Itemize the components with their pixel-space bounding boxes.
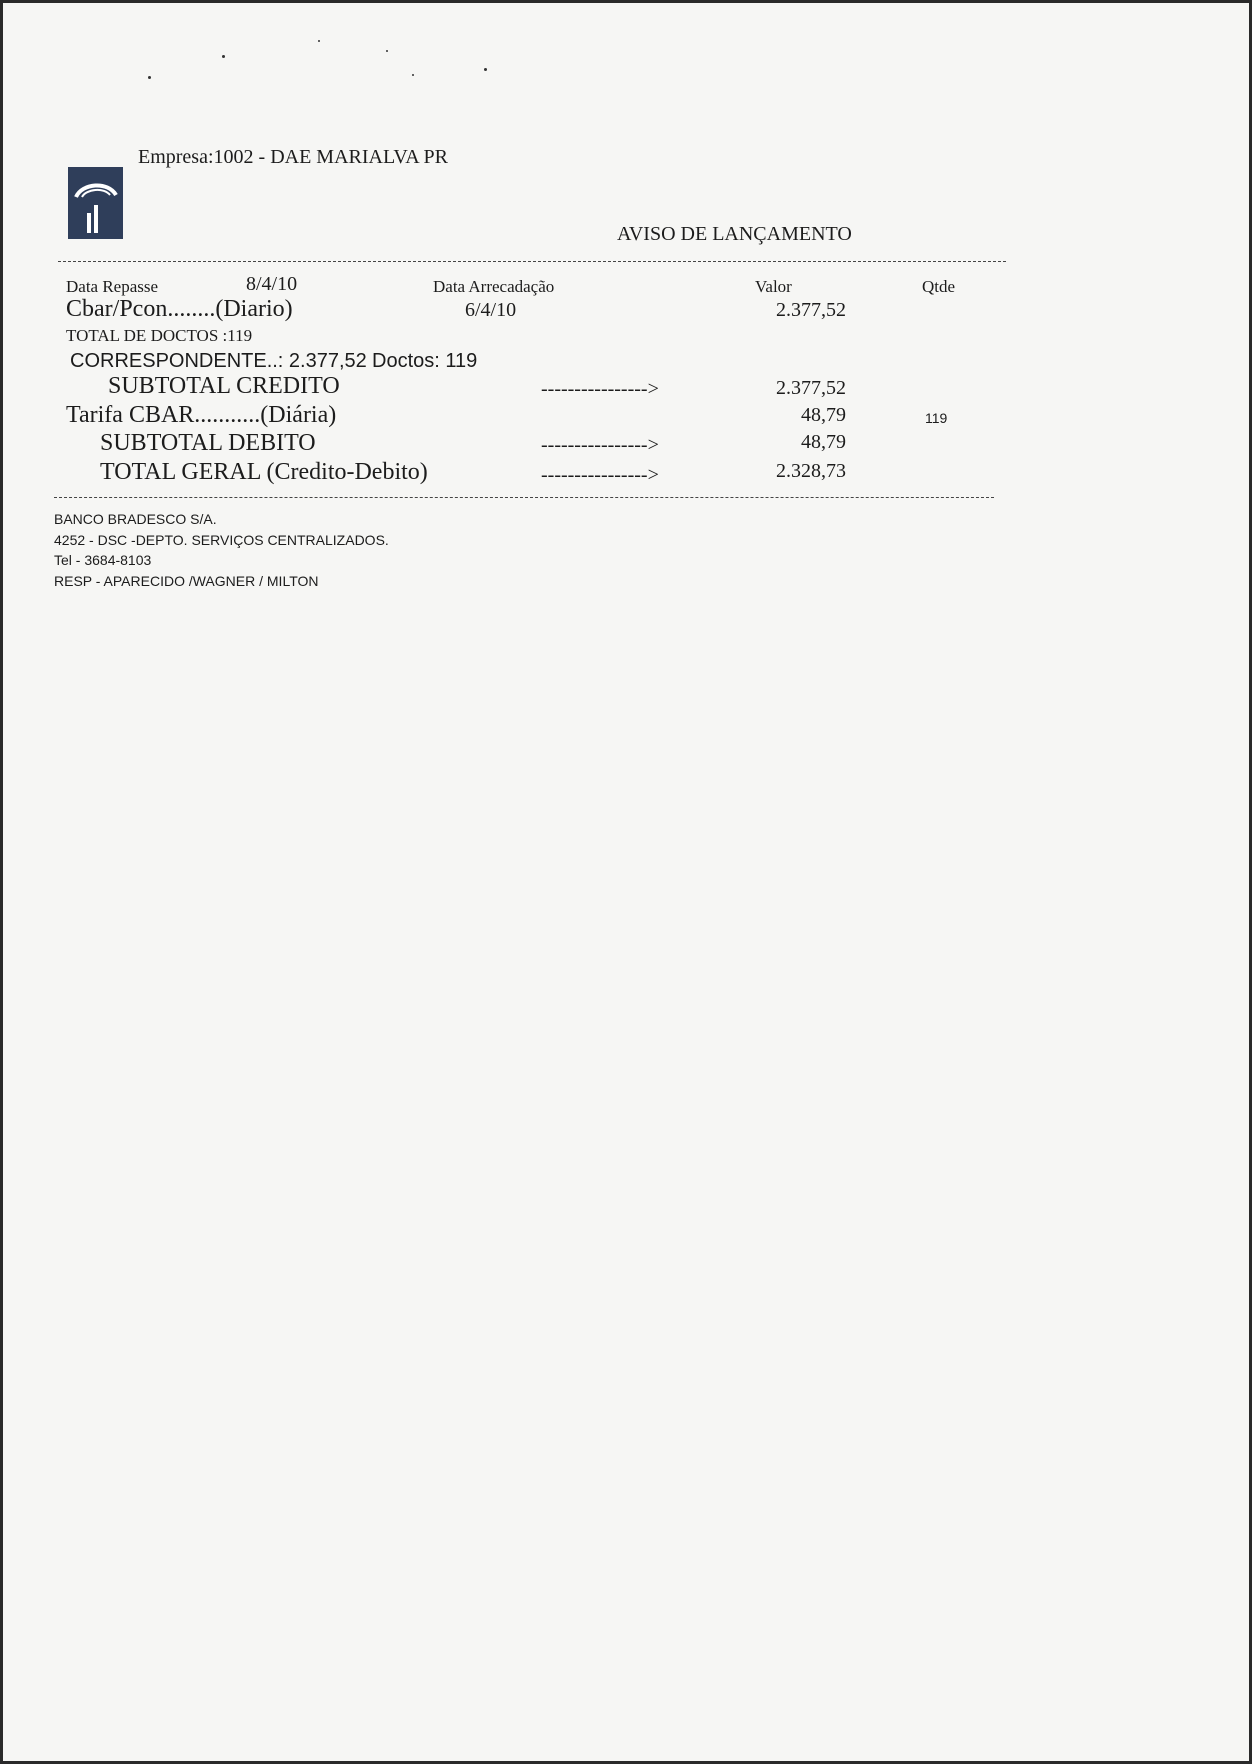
subtotal-credito-arrow: ----------------> [541,378,659,400]
footer-tel: Tel - 3684-8103 [54,552,152,568]
total-geral-arrow: ----------------> [541,464,659,486]
footer-bank: BANCO BRADESCO S/A. [54,511,217,527]
scan-speck [148,76,151,79]
tarifa-value: 48,79 [801,404,846,426]
doctos-count: Doctos: 119 [372,350,478,372]
subtotal-debito-arrow: ----------------> [541,434,659,456]
subtotal-debito-label: SUBTOTAL DEBITO [100,430,316,456]
tarifa-label: Tarifa CBAR...........(Diária) [66,402,337,428]
cbar-value: 2.377,52 [776,299,846,321]
bradesco-logo-icon [68,167,123,239]
document-title: AVISO DE LANÇAMENTO [617,223,852,245]
footer-resp: RESP - APARECIDO /WAGNER / MILTON [54,573,319,589]
cbar-label: Cbar/Pcon........(Diario) [66,296,293,322]
footer-dept: 4252 - DSC -DEPTO. SERVIÇOS CENTRALIZADOS. [54,532,389,548]
correspondente-line: CORRESPONDENTE..: 2.377,52 [70,350,367,372]
scan-speck [412,74,414,76]
total-doctos: TOTAL DE DOCTOS :119 [66,326,253,345]
top-divider [58,261,1006,262]
qtde-label: Qtde [922,277,956,296]
scan-speck [484,68,487,71]
valor-label: Valor [755,277,792,296]
data-repasse-value: 8/4/10 [246,273,298,295]
scan-speck [318,40,320,42]
total-geral-label: TOTAL GERAL (Credito-Debito) [100,459,428,485]
data-arrecadacao-label: Data Arrecadação [433,277,555,296]
subtotal-credito-label: SUBTOTAL CREDITO [108,373,340,399]
tarifa-qtde: 119 [925,410,948,426]
subtotal-debito-value: 48,79 [801,431,846,453]
cbar-date: 6/4/10 [465,299,517,321]
data-repasse-label: Data Repasse [66,277,159,296]
bottom-divider [54,497,994,498]
subtotal-credito-value: 2.377,52 [776,377,846,399]
scan-speck [222,55,225,58]
scan-speck [386,50,388,52]
total-geral-value: 2.328,73 [776,460,846,482]
company-name: Empresa:1002 - DAE MARIALVA PR [138,146,449,168]
